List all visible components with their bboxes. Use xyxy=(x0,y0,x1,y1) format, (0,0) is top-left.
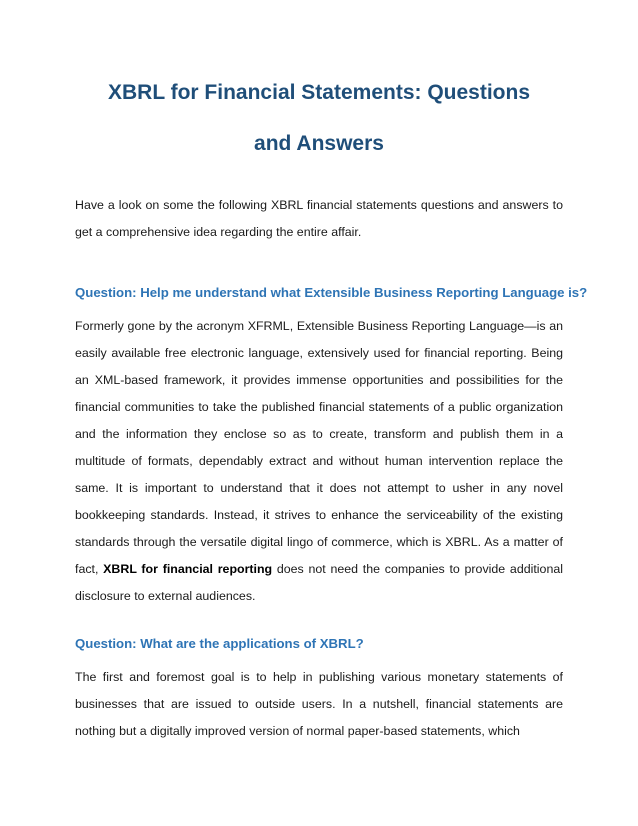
answer-1-text-end: does not need the companies to provide additional disclosure to external audiences. xyxy=(75,562,563,603)
intro-paragraph: Have a look on some the following XBRL financial statements questions and answers to get a comprehensive idea regarding the entire affair. xyxy=(75,198,563,239)
answer-1-bold-phrase: XBRL for financial reporting xyxy=(103,562,273,576)
question-heading-2: Question: What are the applications of XBRL? xyxy=(75,636,364,651)
answer-paragraph-1 xyxy=(75,313,563,610)
page-title-line-2: and Answers xyxy=(254,132,384,155)
question-heading-1: Question: Help me understand what Extensible Business Reporting Language is? xyxy=(75,285,588,300)
answer-paragraph-2: The first and foremost goal is to help in publishing various monetary statements of businesses that are issued to outside users. In a nutshell, financial statements are nothing but a digitally improved version of normal paper-based statements, which xyxy=(75,670,563,738)
page-title-line-1: XBRL for Financial Statements: Questions xyxy=(107,81,531,104)
answer-1-text-start: Formerly gone by the acronym XFRML, Extensible Business Reporting Language—is an easily available free electronic language, extensively used for financial reporting. Being an XML-based framework, it provides immense opportunities and possibilities for the financial communities to take the published financial statements of a public organization and the information they enclose so as to create, transform and publish them in a multitude of formats, dependably extract and without human intervention replace the same. It is important to understand that it does not attempt to usher in any novel bookkeeping standards. Instead, it strives to enhance the serviceability of the existing standards through the versatile digital lingo of commerce, which is XBRL. As a matter of fact, xyxy=(75,319,563,576)
